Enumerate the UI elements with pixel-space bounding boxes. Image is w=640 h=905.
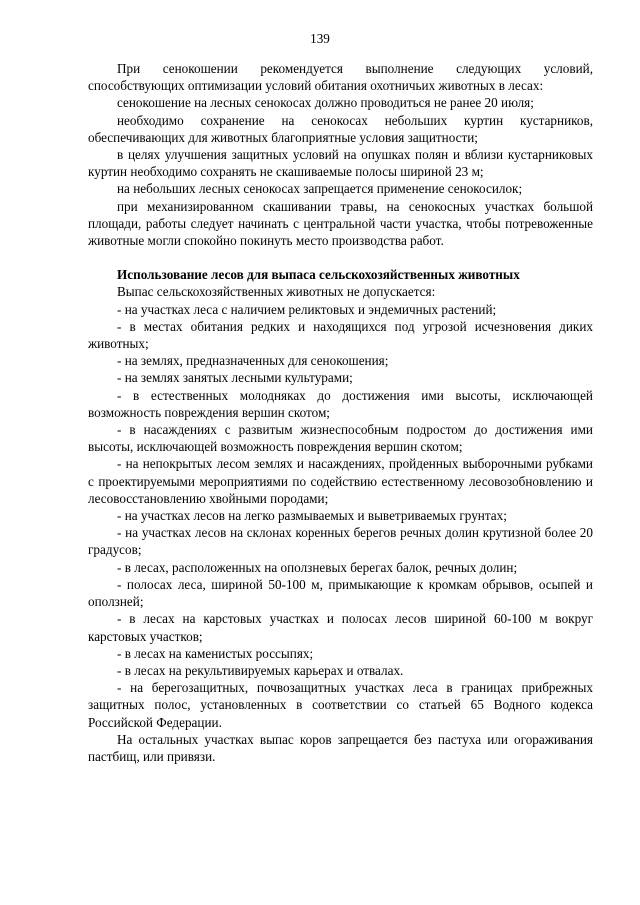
list-item: - на участках лесов на легко размываемых и выветриваемых грунтах; xyxy=(117,508,507,524)
paragraph: При сенокошении рекомендуется выполнение следующих условий, способствующих оптимизации условий обитания охотничьих животных в лесах: xyxy=(88,61,593,94)
list-item: - в лесах на каменистых россыпях; xyxy=(117,645,314,661)
list-item: - на берегозащитных, почвозащитных участках леса в границах прибрежных защитных полос, установленных в соответствии со статьей 65 Водного кодекса Российской Федерации. xyxy=(88,680,593,730)
list-item: - на землях, предназначенных для сенокошения; xyxy=(117,353,389,369)
list-item: - в естественных молодняках до достижения ими высоты, исключающей возможность повреждения вершин скотом; xyxy=(88,387,593,420)
list-item: - на участках лесов на склонах коренных берегов речных долин крутизной более 20 градусов; xyxy=(88,525,593,558)
paragraph: в целях улучшения защитных условий на опушках полян и вблизи кустарниковых куртин необходимо сохранять не скашиваемые полосы шириной 23 м; xyxy=(88,147,593,180)
list-item: - на непокрытых лесом землях и насаждениях, пройденных выборочными рубками с проектируемыми мероприятиями по содействию естественному лесовозобновлению и лесовосстановлению хвойными породами; xyxy=(88,456,593,506)
list-item: - полосах леса, шириной 50-100 м, примыкающие к кромкам обрывов, осыпей и оползней; xyxy=(88,576,593,610)
closing-paragraph: На остальных участках выпас коров запрещается без пастуха или огораживания пастбищ, или привязи. xyxy=(88,731,593,764)
page-number: 139 xyxy=(310,31,330,46)
paragraph: сенокошение на лесных сенокосах должно проводиться не ранее 20 июля; xyxy=(117,95,534,111)
section-intro: Выпас сельскохозяйственных животных не допускается: xyxy=(117,284,436,300)
paragraph: на небольших лесных сенокосах запрещается применение сенокосилок; xyxy=(117,181,523,197)
document-body xyxy=(88,60,593,765)
list-item: - в местах обитания редких и находящихся под угрозой исчезновения диких животных; xyxy=(88,318,593,352)
list-item: - в насаждениях с развитым жизнеспособным подростом до достижения ими высоты, исключающей возможность повреждения вершин скотом; xyxy=(88,422,593,455)
paragraph: необходимо сохранение на сенокосах небольших куртин кустарников, обеспечивающих для животных благоприятные условия защитности; xyxy=(88,112,593,145)
list-item: - в лесах на карстовых участках и полосах лесов шириной 60-100 м вокруг карстовых участков; xyxy=(88,611,593,644)
list-item: - на участках леса с наличием реликтовых и эндемичных растений; xyxy=(117,301,497,317)
list-item: - в лесах на рекультивируемых карьерах и отвалах. xyxy=(117,662,404,678)
section-heading: Использование лесов для выпаса сельскохозяйственных животных xyxy=(117,267,520,283)
list-item: - на землях занятых лесными культурами; xyxy=(117,370,353,386)
paragraph: при механизированном скашивании травы, на сенокосных участках большой площади, работы следует начинать с центральной части участка, чтобы потревоженные животные могли спокойно покинуть место производства работ. xyxy=(88,198,593,249)
list-item: - в лесах, расположенных на оползневых берегах балок, речных долин; xyxy=(117,559,518,575)
